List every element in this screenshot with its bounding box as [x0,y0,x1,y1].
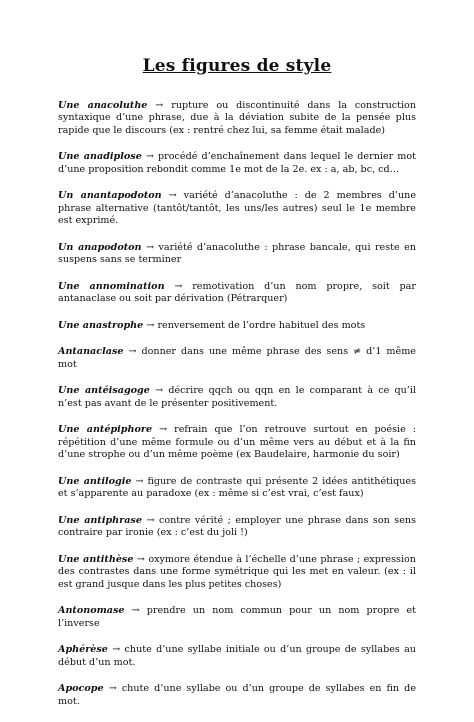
entry-definition: variété d’anacoluthe : phrase bancale, qui reste en suspens sans se terminer [58,241,417,266]
entry-term: Une antithèse [58,553,134,565]
entry-term: Apocope [58,683,104,695]
arrow-icon: → [145,151,154,163]
definition-entry [58,554,416,591]
entry-term: Une antilogie [58,475,132,487]
arrow-icon: → [135,475,144,487]
arrow-icon: → [136,553,145,565]
entry-term: Une anastrophe [58,319,144,331]
arrow-icon: → [159,424,168,436]
entry-definition: renversement de l’ordre habituel des mots [157,319,366,331]
entry-definition: chute d’une syllabe initiale ou d’un groupe de syllabes au début d’un mot. [58,644,416,668]
entry-term: Une anadiplose [58,151,142,163]
arrow-icon: → [131,605,140,617]
entry-term: Une antéisagoge [58,385,150,397]
arrow-icon: → [112,644,121,656]
entry-term: Antonomase [58,605,125,617]
entry-definition: refrain que l’on retrouve surtout en poésie : répétition d’une même formule ou d’un même vers au début et à la fin d’une strophe ou d’un même poème (ex Baudelaire, harmonie du soir) [58,424,416,461]
entry-definition: figure de contraste qui présente 2 idées antithétiques et s’apparente au paradoxe (ex : même si c’est vrai, c’est faux) [58,475,416,500]
entry-definition: oxymore étendue à l’échelle d’une phrase ; expression des contrastes dans une forme symétrique qui les met en valeur. (ex : il est grand jusque dans les plus petites choses) [58,553,416,590]
entry-definition: chute d’une syllabe ou d’un groupe de syllabes en fin de mot. [58,683,416,707]
definition-entry [58,683,416,708]
definition-entry [58,644,416,669]
page-title: Les figures de style [142,56,332,76]
entry-definition: rupture ou discontinuité dans la construction syntaxique d’une phrase, due à la déviation subite de la pensée plus rapide que le discours (ex : rentré chez lui, sa femme était malade) [58,100,416,136]
entry-term: Une anacoluthe [58,100,148,111]
entry-definition: procédé d’enchaînement dans lequel le dernier mot d’une proposition rebondit comme 1e mot de la 2e. ex : a, ab, bc, cd… [58,151,417,175]
arrow-icon: → [168,190,177,202]
entry-term: Une antiphrase [58,514,142,526]
definition-entry [58,476,416,501]
entry-term: Aphérèse [58,644,108,656]
definition-entry [58,346,416,371]
arrow-icon: → [155,385,164,397]
entry-definition: contre vérité ; employer une phrase dans son sens contraire par ironie (ex : c’est du joli !) [58,514,416,539]
entry-term: Une annomination [58,280,165,292]
entry-definition: décrire qqch ou qqn en le comparant à ce qu’il n’est pas avant de le présenter positivement. [58,385,416,409]
definition-entry [58,190,416,227]
arrow-icon: → [146,241,155,253]
definition-entry [58,424,416,461]
definition-entry [58,242,416,267]
arrow-icon: → [108,683,117,695]
arrow-icon: → [146,319,155,331]
definition-entry [58,605,416,630]
definition-entry [58,281,416,306]
definition-entry [58,515,416,540]
definition-entry [58,100,416,137]
definition-entry [58,385,416,410]
definition-entry [58,320,416,332]
entry-definition: remotivation d’un nom propre, soit par antanaclase ou soit par dérivation (Pétrarquer) [58,280,416,305]
arrow-icon: → [155,100,164,111]
entry-term: Un anapodoton [58,241,142,253]
entry-definition: prendre un nom commun pour un nom propre et l’inverse [58,605,417,629]
entry-definition: donner dans une même phrase des sens ≠ d’1 même mot [58,346,416,370]
entry-term: Une antépiphore [58,424,153,436]
arrow-icon: → [128,346,137,358]
arrow-icon: → [146,514,155,526]
entry-term: Antanaclase [58,346,124,358]
arrow-icon: → [174,280,183,292]
entry-term: Un anantapodoton [58,190,162,202]
definition-list [58,100,416,722]
entry-definition: variété d’anacoluthe : de 2 membres d’une phrase alternative (tantôt/tantôt, les uns/les autres) seul le 1e membre est exprimé. [58,190,416,227]
definition-entry [58,151,416,176]
